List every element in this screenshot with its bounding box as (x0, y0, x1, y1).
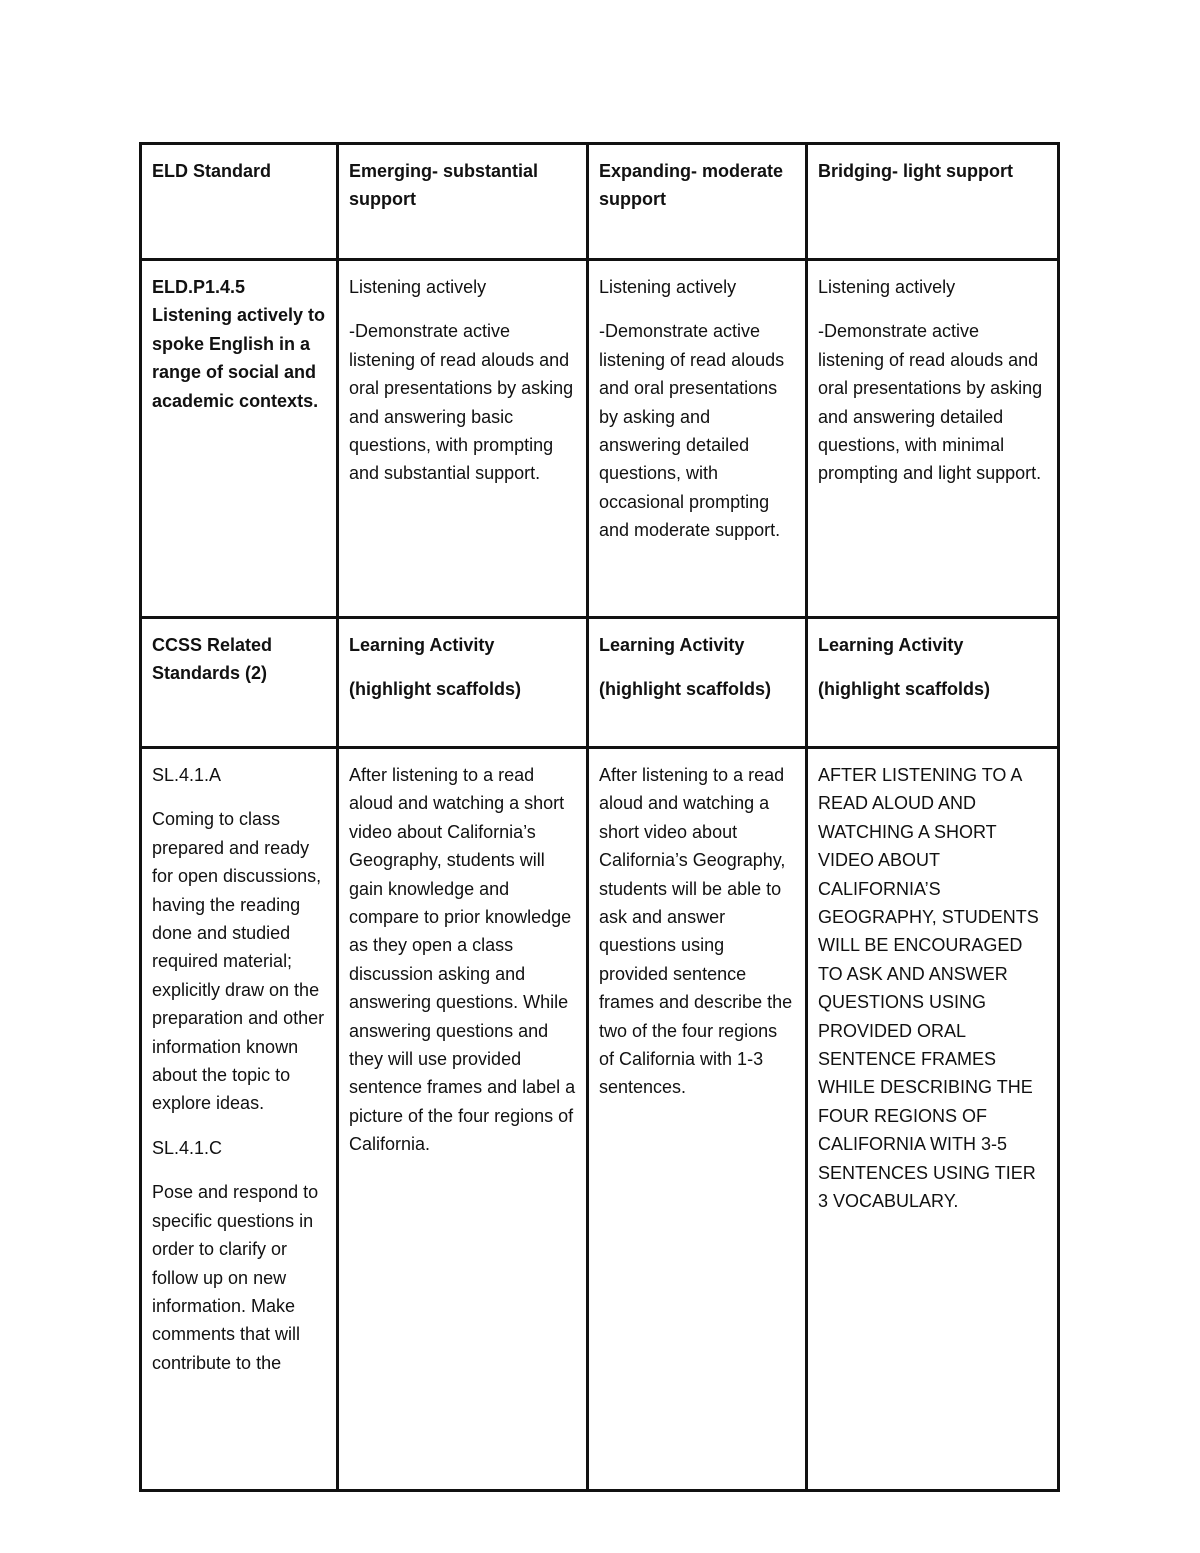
ccss-standard-1-text: Coming to class prepared and ready for open discussions, having the reading done and studied required material; explicitly draw on the preparation and other information known about the topic to explore ideas. (152, 809, 325, 1114)
header-emerging: Emerging- substantial support (349, 161, 539, 210)
emerging-heading: Listening actively (349, 277, 487, 297)
header-eld-standard: ELD Standard (152, 161, 272, 181)
cell-ccss-standards (141, 748, 338, 1491)
activity-heading-bridging: Learning Activity (818, 635, 964, 655)
expanding-activity-text: After listening to a read aloud and watching a short video about California’s Geography, students will be able to ask and answer questions using provided sentence frames and describe the two of the four regions of California with 1-3 sentences. (599, 765, 793, 1098)
table-row-eld-standard (141, 260, 1059, 618)
header-cell-expanding (588, 144, 807, 260)
table-subheader-row (141, 618, 1059, 748)
cell-bridging-activity (807, 748, 1059, 1491)
header-cell-activity-bridging (807, 618, 1059, 748)
expanding-text: -Demonstrate active listening of read alouds and oral presentations by asking and answering detailed questions, with occasional prompting and moderate support. (599, 321, 785, 541)
cell-expanding-description (588, 260, 807, 618)
expanding-heading: Listening actively (599, 277, 737, 297)
header-cell-emerging (338, 144, 588, 260)
cell-bridging-description (807, 260, 1059, 618)
ccss-standard-1-code: SL.4.1.A (152, 765, 222, 785)
header-bridging: Bridging- light support (818, 161, 1013, 181)
emerging-text: -Demonstrate active listening of read alouds and oral presentations by asking and answering basic questions, with prompting and substantial support. (349, 321, 574, 484)
eld-standard-code: ELD.P1.4.5 (152, 277, 246, 297)
bridging-text: -Demonstrate active listening of read alouds and oral presentations by asking and answering detailed questions, with minimal prompting and light support. (818, 321, 1043, 484)
cell-expanding-activity (588, 748, 807, 1491)
header-cell-ccss (141, 618, 338, 748)
activity-subheading-expanding: (highlight scaffolds) (599, 679, 771, 700)
activity-heading-expanding: Learning Activity (599, 635, 745, 655)
ccss-standard-2-code: SL.4.1.C (152, 1137, 223, 1158)
header-cell-activity-emerging (338, 618, 588, 748)
activity-subheading-emerging: (highlight scaffolds) (349, 679, 521, 700)
table-row-ccss (141, 748, 1059, 1491)
eld-rubric-table (139, 142, 1060, 1492)
ccss-standard-2-text: Pose and respond to specific questions in order to clarify or follow up on new information. Make comments that will contribute to the (152, 1182, 319, 1373)
header-expanding: Expanding- moderate support (599, 161, 784, 210)
emerging-activity-text: After listening to a read aloud and watching a short video about California’s Geography, students will gain knowledge and compare to prior knowledge as they open a class discussion asking and answering questions. While answering questions and they will use provided sentence frames and label a picture of the four regions of California. (349, 765, 576, 1155)
bridging-heading: Listening actively (818, 277, 956, 297)
cell-eld-standard (141, 260, 338, 618)
header-cell-activity-expanding (588, 618, 807, 748)
table-header-row (141, 144, 1059, 260)
header-cell-eld-standard (141, 144, 338, 260)
header-ccss-standards: CCSS Related Standards (2) (152, 635, 273, 684)
activity-subheading-bridging: (highlight scaffolds) (818, 679, 990, 700)
eld-standard-text: Listening actively to spoke English in a range of social and academic contexts. (152, 305, 326, 411)
cell-emerging-description (338, 260, 588, 618)
cell-emerging-activity (338, 748, 588, 1491)
bridging-activity-text: AFTER LISTENING TO A READ ALOUD AND WATCHING A SHORT VIDEO ABOUT CALIFORNIA’S GEOGRAPHY, STUDENTS WILL BE ENCOURAGED TO ASK AND ANSWER QUESTIONS USING PROVIDED ORAL SENTENCE FRAMES WHILE DESCRIBING THE FOUR REGIONS OF CALIFORNIA WITH 3-5 SENTENCES USING TIER 3 VOCABULARY. (818, 765, 1039, 1212)
activity-heading-emerging: Learning Activity (349, 635, 495, 655)
header-cell-bridging (807, 144, 1059, 260)
